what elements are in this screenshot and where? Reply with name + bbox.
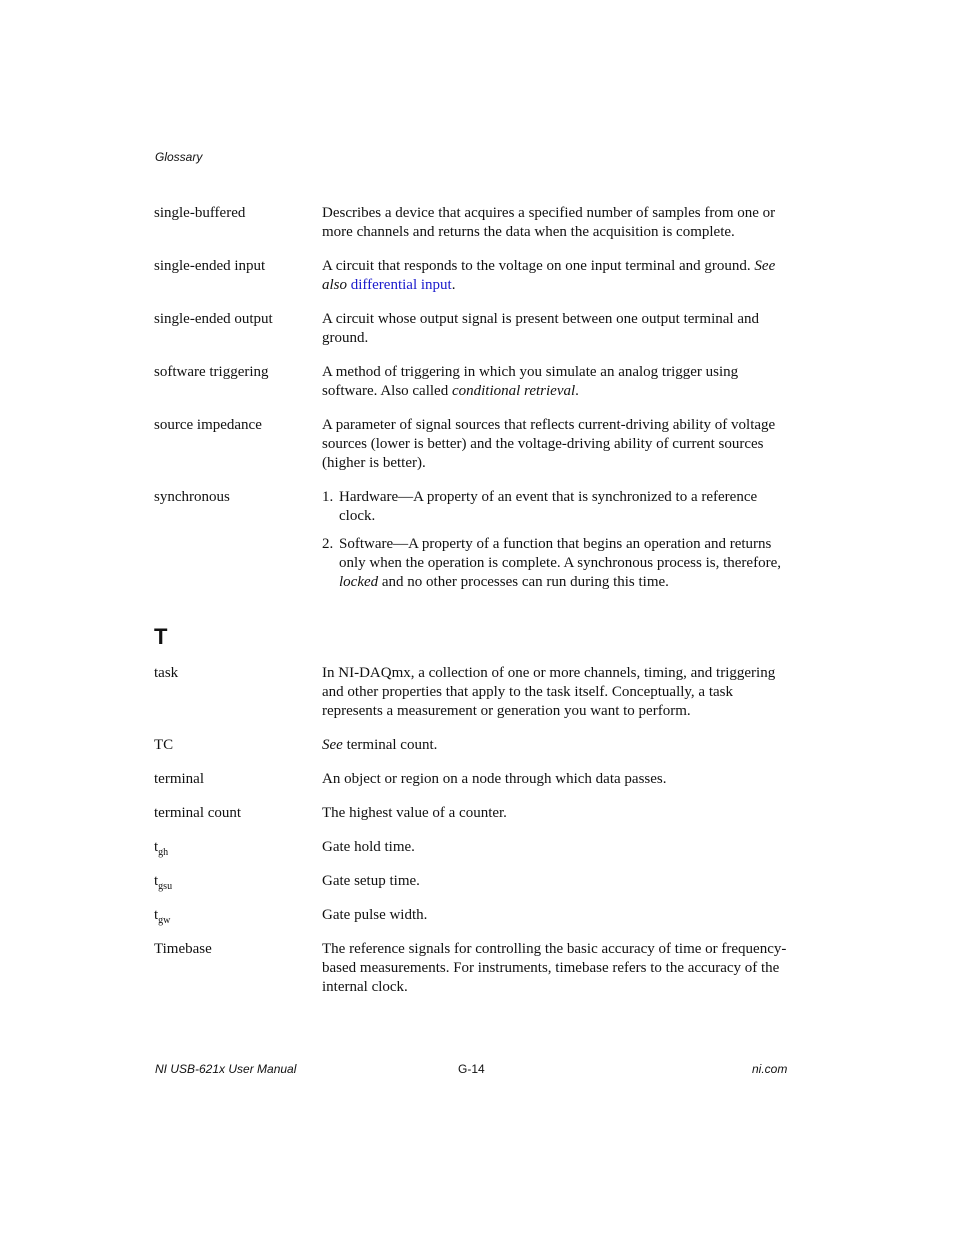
glossary-definition: The reference signals for controlling the basic accuracy of time or frequency-based measurements. For instruments, timebase refers to the accuracy of the internal clock.: [322, 941, 787, 995]
term-subscript: gh: [158, 847, 169, 858]
emphasized-term: locked: [339, 574, 379, 590]
glossary-term: task: [154, 665, 179, 681]
glossary-term: source impedance: [154, 417, 262, 433]
glossary-entry: [154, 416, 794, 473]
list-number: 1.: [322, 489, 334, 505]
term-base: t: [154, 873, 159, 889]
glossary-entry: [154, 906, 794, 925]
glossary-term: terminal: [154, 771, 204, 787]
glossary-entry: [154, 257, 794, 295]
list-text-part: and no other processes can run during this time.: [378, 574, 669, 590]
glossary-entry: [154, 940, 794, 997]
glossary-term: TC: [154, 737, 174, 753]
glossary-term: synchronous: [154, 489, 230, 505]
glossary-definition: [322, 488, 788, 601]
glossary-entry: [154, 804, 794, 823]
glossary-definition: In NI-DAQmx, a collection of one or more channels, timing, and triggering and other properties that apply to the task itself. Conceptually, a task represents a measurement or generation you want to perform.: [322, 665, 776, 719]
definition-text: A circuit that responds to the voltage on one input terminal and ground.: [322, 258, 755, 274]
glossary-entry: [154, 770, 794, 789]
glossary-term: single-buffered: [154, 205, 246, 221]
term-subscript: gw: [158, 915, 171, 926]
definition-text: .: [451, 277, 456, 293]
glossary-entry: [154, 664, 794, 721]
glossary-entry: [154, 736, 794, 755]
footer-page-number: G-14: [458, 1062, 485, 1076]
glossary-term: [154, 872, 322, 891]
glossary-entry: [154, 488, 794, 601]
definition-text: .: [575, 383, 579, 399]
term-base: t: [154, 907, 159, 923]
list-text: [339, 535, 788, 592]
emphasized-term: conditional retrieval: [451, 383, 576, 399]
glossary-entry: [154, 838, 794, 857]
footer-website: ni.com: [752, 1062, 788, 1076]
glossary-term: terminal count: [154, 805, 242, 821]
glossary-term: software triggering: [154, 364, 269, 380]
list-item: [322, 488, 788, 526]
glossary-entry: [154, 872, 794, 891]
glossary-definition: A circuit whose output signal is present between one output terminal and ground.: [322, 311, 759, 346]
running-header: Glossary: [155, 150, 203, 164]
term-base: t: [154, 839, 159, 855]
glossary-term: [154, 838, 322, 857]
numbered-list: [322, 488, 788, 592]
list-number: 2.: [322, 536, 334, 552]
glossary-entry: [154, 310, 794, 348]
glossary-definition: The highest value of a counter.: [322, 805, 507, 821]
glossary-entry: [154, 363, 794, 401]
glossary-term: single-ended output: [154, 311, 273, 327]
glossary-term: Timebase: [154, 941, 212, 957]
footer-manual-title: NI USB-621x User Manual: [155, 1062, 297, 1076]
glossary-definition: Gate hold time.: [322, 839, 415, 855]
glossary-term: single-ended input: [154, 258, 266, 274]
glossary-definition: [322, 736, 788, 755]
glossary-entry: [154, 204, 794, 242]
see-label: See: [322, 737, 343, 753]
see-also-label: See also: [322, 258, 776, 293]
glossary-definition: Describes a device that acquires a specified number of samples from one or more channels and returns the data when the acquisition is complete.: [322, 205, 776, 240]
definition-text: terminal count.: [342, 737, 438, 753]
term-subscript: gsu: [158, 881, 173, 892]
glossary-definition: An object or region on a node through which data passes.: [322, 771, 667, 787]
glossary-term: [154, 906, 322, 925]
section-letter-heading: T: [154, 624, 168, 649]
differential-input-link[interactable]: differential input: [350, 277, 452, 293]
glossary-definition: A parameter of signal sources that reflects current-driving ability of voltage sources (lower is better) and the voltage-driving ability of current sources (higher is better).: [322, 417, 776, 471]
glossary-entries: [154, 204, 794, 1012]
glossary-definition: Gate setup time.: [322, 873, 420, 889]
list-text-part: Software—A property of a function that begins an operation and returns only when the operation is complete. A synchronous process is, therefore,: [339, 536, 781, 571]
glossary-definition: [322, 257, 788, 295]
glossary-definition: [322, 363, 788, 401]
definition-text: A method of triggering in which you simulate an analog trigger using software. Also called: [322, 364, 739, 399]
list-text: Hardware—A property of an event that is synchronized to a reference clock.: [339, 489, 758, 524]
list-item: [322, 535, 788, 592]
glossary-definition: Gate pulse width.: [322, 907, 428, 923]
